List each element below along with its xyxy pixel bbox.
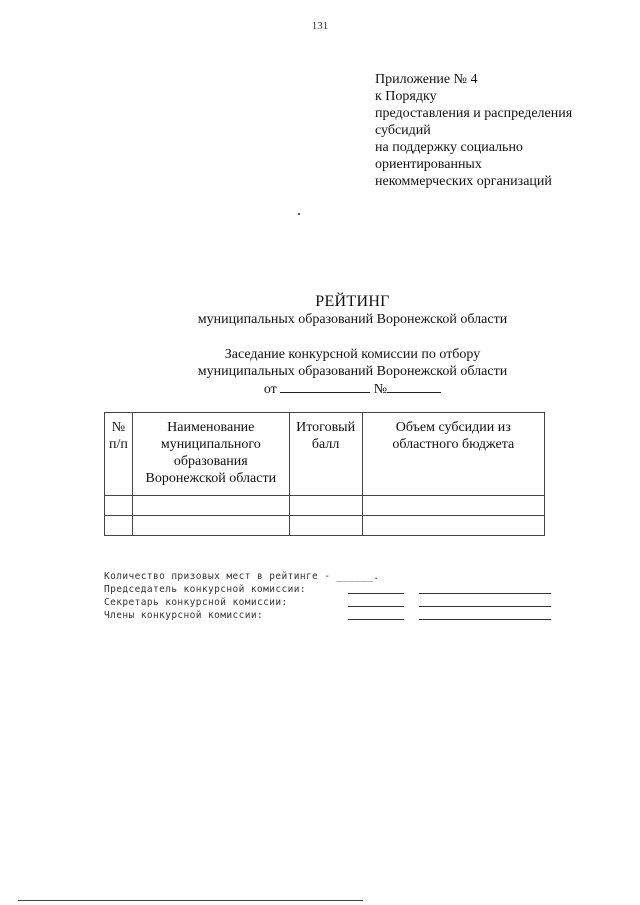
members-name-blank [419, 619, 551, 620]
number-blank [387, 380, 441, 393]
meeting-block [0, 346, 640, 398]
chairman-line: Председатель конкурсной комиссии: [104, 584, 306, 595]
table-cell [132, 496, 289, 516]
appendix-line: Приложение № 4 [375, 72, 478, 87]
date-blank [280, 380, 370, 393]
meeting-date-number-line [0, 380, 640, 398]
header-cell-score: Итоговый балл [289, 413, 362, 496]
appendix-line: ориентированных [375, 157, 482, 172]
appendix-line: к Порядку [375, 89, 437, 104]
header-cell-municipality: Наименование муниципального образования Воронежской области [132, 413, 289, 496]
header-cell-subsidy: Объем субсидии из областного бюджета [362, 413, 544, 496]
header-cell-number: № п/п [105, 413, 133, 496]
appendix-line: некоммерческих организаций [375, 174, 552, 189]
table-cell [289, 516, 362, 536]
commission-footer [104, 570, 379, 622]
chairman-signature-blank [348, 593, 404, 594]
number-label: № [373, 382, 388, 397]
chairman-name-blank [419, 593, 551, 594]
scan-speck [298, 213, 300, 215]
page-number: 131 [311, 20, 329, 32]
table-row [105, 516, 545, 536]
table-header-row [105, 413, 545, 496]
table-cell [362, 516, 544, 536]
appendix-block [375, 71, 572, 190]
document-title: РЕЙТИНГ [315, 293, 390, 310]
from-label: от [263, 382, 277, 397]
secretary-line: Секретарь конкурсной комиссии: [104, 597, 288, 608]
table-cell [362, 496, 544, 516]
members-signature-blank [348, 619, 404, 620]
table-cell [105, 516, 133, 536]
members-line: Члены конкурсной комиссии: [104, 610, 264, 621]
rating-table [104, 412, 545, 536]
table-cell [132, 516, 289, 536]
secretary-signature-blank [348, 606, 404, 607]
document-subtitle: муниципальных образований Воронежской области [197, 312, 508, 327]
prize-places-line: Количество призовых мест в рейтинге - ______. [104, 571, 380, 582]
appendix-line: на поддержку социально [375, 140, 523, 155]
appendix-line: предоставления и распределения [375, 106, 573, 121]
secretary-name-blank [419, 606, 551, 607]
meeting-line-2: муниципальных образований Воронежской области [197, 364, 508, 379]
appendix-line: субсидий [375, 123, 431, 138]
table-row [105, 496, 545, 516]
table-cell [289, 496, 362, 516]
page-bottom-line [18, 900, 363, 901]
meeting-line-1: Заседание конкурсной комиссии по отбору [224, 347, 481, 362]
table-cell [105, 496, 133, 516]
